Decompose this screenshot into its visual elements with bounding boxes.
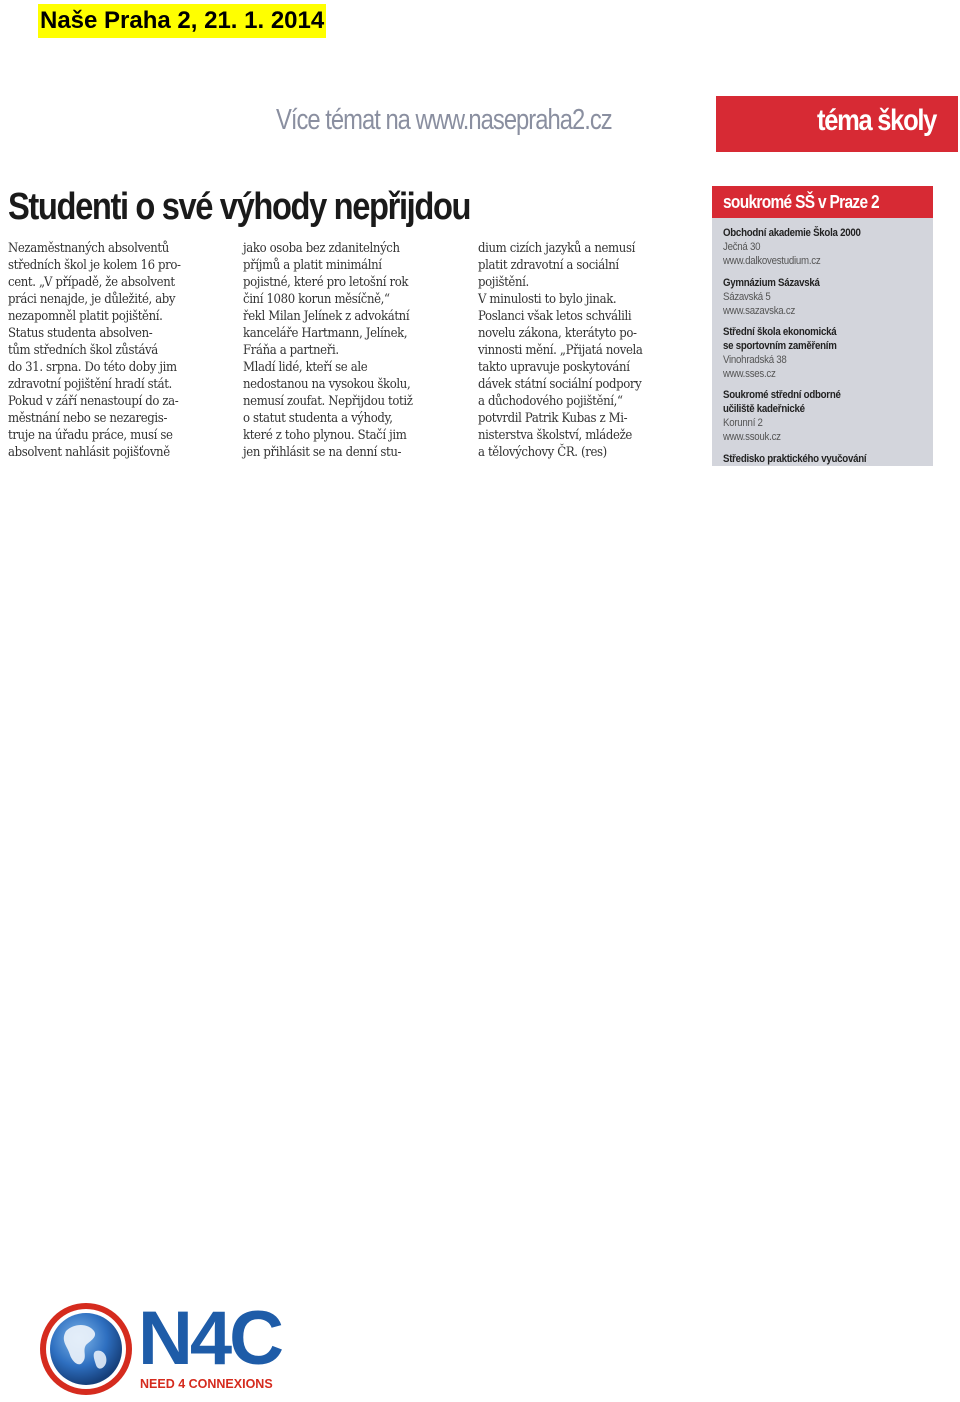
school-name: učiliště kadeřnické xyxy=(723,403,805,415)
schools-sidebar xyxy=(712,186,933,466)
topic-label: téma školy xyxy=(816,104,936,137)
school-name: se sportovním zaměřením xyxy=(723,340,837,352)
text-line: činí 1080 korun měsíčně,“ xyxy=(243,291,390,306)
school-name: Soukromé střední odborné xyxy=(723,389,841,401)
text-line: Status studenta absolven- xyxy=(8,325,153,340)
text-line: platit zdravotní a sociální xyxy=(478,257,619,272)
text-line: dávek státní sociální podpory xyxy=(478,376,642,391)
text-line: cent. „V případě, že absolvent xyxy=(8,274,175,289)
text-line: řekl Milan Jelínek z advokátní xyxy=(243,308,410,323)
school-address: Sázavská 5 xyxy=(723,291,771,303)
school-entry xyxy=(723,276,820,318)
text-line: pojistné, které pro letošní rok xyxy=(243,274,409,289)
text-line: Mladí lidé, kteří se ale xyxy=(243,359,368,374)
article-column-3 xyxy=(478,239,684,460)
sidebar-heading xyxy=(712,186,933,218)
text-line: pojištění. xyxy=(478,274,529,289)
school-name: Gymnázium Sázavská xyxy=(723,277,820,289)
school-address: Korunní 2 xyxy=(723,417,763,429)
school-entry xyxy=(723,325,837,381)
text-line: takto upravuje poskytování xyxy=(478,359,630,374)
text-line: nemusí zoufat. Nepřijdou totiž xyxy=(243,393,413,408)
school-entry xyxy=(723,388,841,444)
article-column-2 xyxy=(243,239,449,460)
text-line: tům středních škol zůstává xyxy=(8,342,158,357)
text-line: truje na úřadu práce, musí se xyxy=(8,427,173,442)
school-website: www.sazavska.cz xyxy=(723,305,796,317)
text-line: Poslanci však letos schválili xyxy=(478,308,632,323)
school-name: Středisko praktického vyučování xyxy=(723,453,867,465)
text-line: novelu zákona, kterátyto po- xyxy=(478,325,637,340)
text-line: nedostanou na vysokou školu, xyxy=(243,376,411,391)
school-name: Střední škola ekonomická xyxy=(723,326,837,338)
logo-wordmark: N4C xyxy=(138,1296,282,1381)
school-entry xyxy=(723,226,861,268)
text-line: které z toho plynou. Stačí jim xyxy=(243,427,407,442)
n4c-logo xyxy=(38,1296,284,1397)
text-line: Fráňa a partneři. xyxy=(243,342,339,357)
text-line: V minulosti to bylo jinak. xyxy=(478,291,617,306)
text-line: absolvent nahlásit pojišťovně xyxy=(8,444,170,459)
site-link-text: Více témat na www.nasepraha2.cz xyxy=(276,104,612,136)
text-line: Pokud v září nenastoupí do za- xyxy=(8,393,179,408)
text-line: zdravotní pojištění hradí stát. xyxy=(8,376,172,391)
source-date-label: Naše Praha 2, 21. 1. 2014 xyxy=(38,4,326,38)
text-line: a důchodového pojištění,“ xyxy=(478,393,623,408)
school-website: www.sses.cz xyxy=(723,368,776,380)
text-line: o statut studenta a výhody, xyxy=(243,410,393,425)
text-line: Nezaměstnaných absolventů xyxy=(8,240,169,255)
text-line: vinnosti mění. „Přijatá novela xyxy=(478,342,643,357)
text-line: jako osoba bez zdanitelných xyxy=(243,240,400,255)
sidebar-title: soukromé SŠ v Praze 2 xyxy=(723,192,879,212)
text-line: středních škol je kolem 16 pro- xyxy=(8,257,181,272)
school-entry xyxy=(723,452,866,466)
text-line: městnání nebo se nezaregis- xyxy=(8,410,168,425)
text-line: jen přihlásit se na denní stu- xyxy=(243,444,402,459)
text-line: kanceláře Hartmann, Jelínek, xyxy=(243,325,408,340)
text-line: a tělovýchovy ČR. (res) xyxy=(478,444,607,459)
topic-banner xyxy=(716,96,958,152)
text-line: příjmů a platit minimální xyxy=(243,257,382,272)
article-column-1 xyxy=(8,239,214,460)
school-address: Vinohradská 38 xyxy=(723,354,787,366)
article-headline: Studenti o své výhody nepřijdou xyxy=(8,186,471,228)
school-name: Obchodní akademie Škola 2000 xyxy=(723,227,861,239)
text-line: dium cizích jazyků a nemusí xyxy=(478,240,635,255)
text-line: do 31. srpna. Do této doby jim xyxy=(8,359,177,374)
logo-tagline: NEED 4 CONNEXIONS xyxy=(140,1377,273,1391)
globe-icon xyxy=(38,1301,134,1397)
text-line: nezapomněl platit pojištění. xyxy=(8,308,163,323)
school-address: Ječná 30 xyxy=(723,241,761,253)
school-website: www.dalkovestudium.cz xyxy=(723,255,821,267)
text-line: potvrdil Patrik Kubas z Mi- xyxy=(478,410,628,425)
text-line: nisterstva školství, mládeže xyxy=(478,427,632,442)
text-line: práci nenajde, je důležité, aby xyxy=(8,291,176,306)
school-website: www.ssouk.cz xyxy=(723,431,781,443)
newspaper-clipping xyxy=(0,92,960,470)
